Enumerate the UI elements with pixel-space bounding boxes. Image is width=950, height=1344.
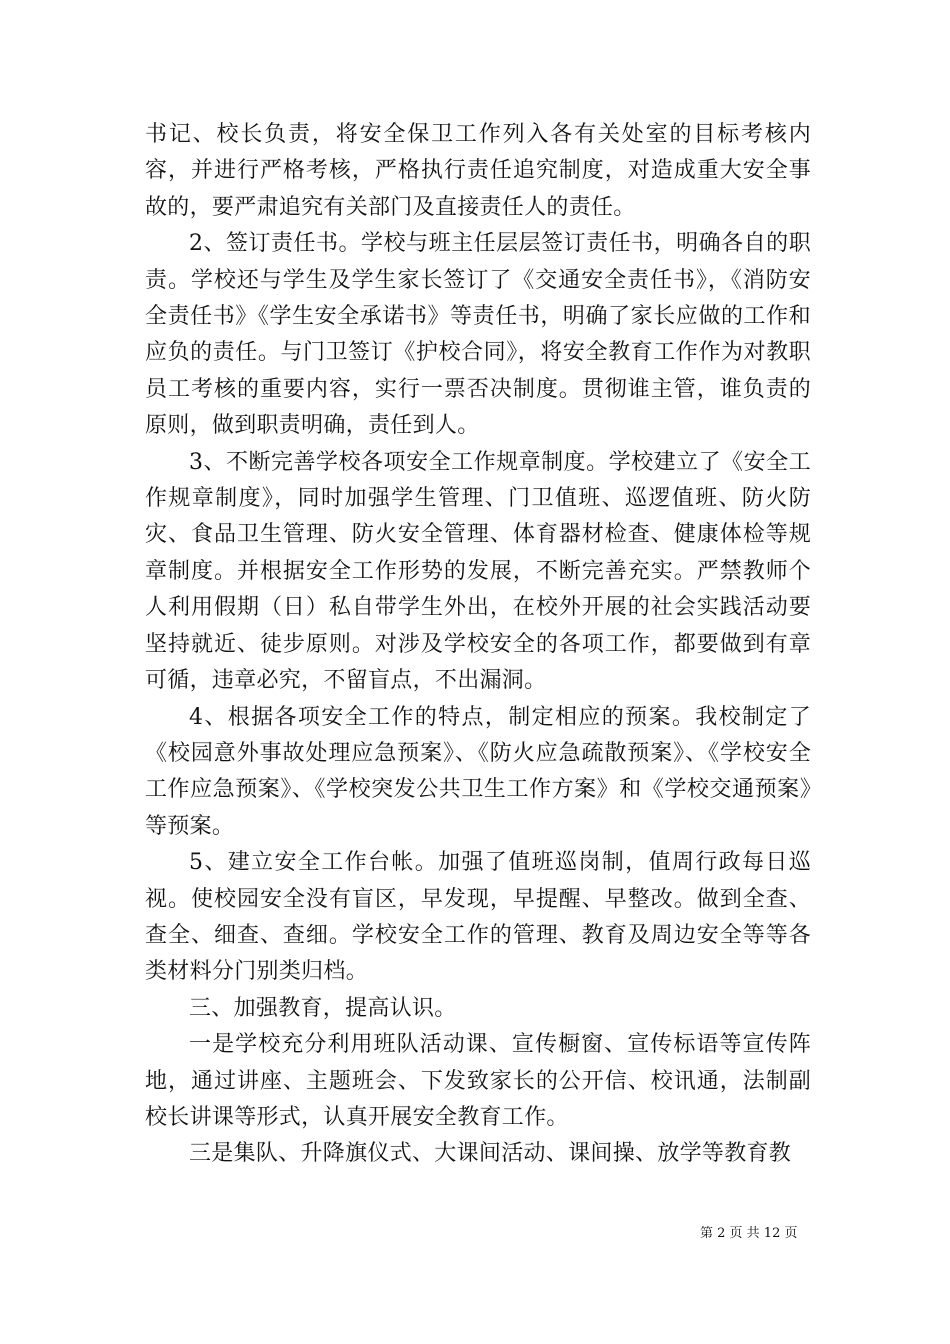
page-number-footer: 第 2 页 共 12 页 [700,1226,798,1241]
paragraph-4: 4、根据各项安全工作的特点，制定相应的预案。我校制定了《校园意外事故处理应急预案》、《防火应急疏散预案》、《学校安全工作应急预案》、《学校突发公共卫生工作方案》和《学校交通预案》等预案。 [145,704,811,839]
paragraph-2: 2、签订责任书。学校与班主任层层签订责任书，明确各自的职责。学校还与学生及学生家长签订了《交通安全责任书》，《消防安全责任书》《学生安全承诺书》等责任书，明确了家长应做的工作和应负的责任。与门卫签订《护校合同》，将安全教育工作作为对教职员工考核的重要内容，实行一票否决制度。贯彻谁主管，谁负责的原则，做到职责明确，责任到人。 [145,231,811,439]
paragraph-3: 3、不断完善学校各项安全工作规章制度。学校建立了《安全工作规章制度》，同时加强学生管理、门卫值班、巡逻值班、防火防灾、食品卫生管理、防火安全管理、体育器材检查、健康体检等规章制度。并根据安全工作形势的发展，不断完善充实。严禁教师个人利用假期（日）私自带学生外出，在校外开展的社会实践活动要坚持就近、徒步原则。对涉及学校安全的各项工作，都要做到有章可循，违章必究，不留盲点，不出漏洞。 [145,449,811,694]
paragraph-5: 5、建立安全工作台帐。加强了值班巡岗制，值周行政每日巡视。使校园安全没有盲区，早发现，早提醒、早整改。做到全查、查全、细查、查细。学校安全工作的管理、教育及周边安全等等各类材料分门别类归档。 [145,850,811,985]
paragraph-7: 一是学校充分利用班队活动课、宣传橱窗、宣传标语等宣传阵地，通过讲座、主题班会、下发致家长的公开信、校讯通，法制副校长讲课等形式，认真开展安全教育工作。 [145,1032,811,1130]
document-body [145,117,811,1173]
paragraph-8: 三是集队、升降旗仪式、大课间活动、课间操、放学等教育教 [189,1141,792,1167]
section-heading: 三、加强教育，提高认识。 [189,995,457,1021]
paragraph-1: 书记、校长负责，将安全保卫工作列入各有关处室的目标考核内容，并进行严格考核，严格执行责任追究制度，对造成重大安全事故的，要严肃追究有关部门及直接责任人的责任。 [145,122,811,220]
